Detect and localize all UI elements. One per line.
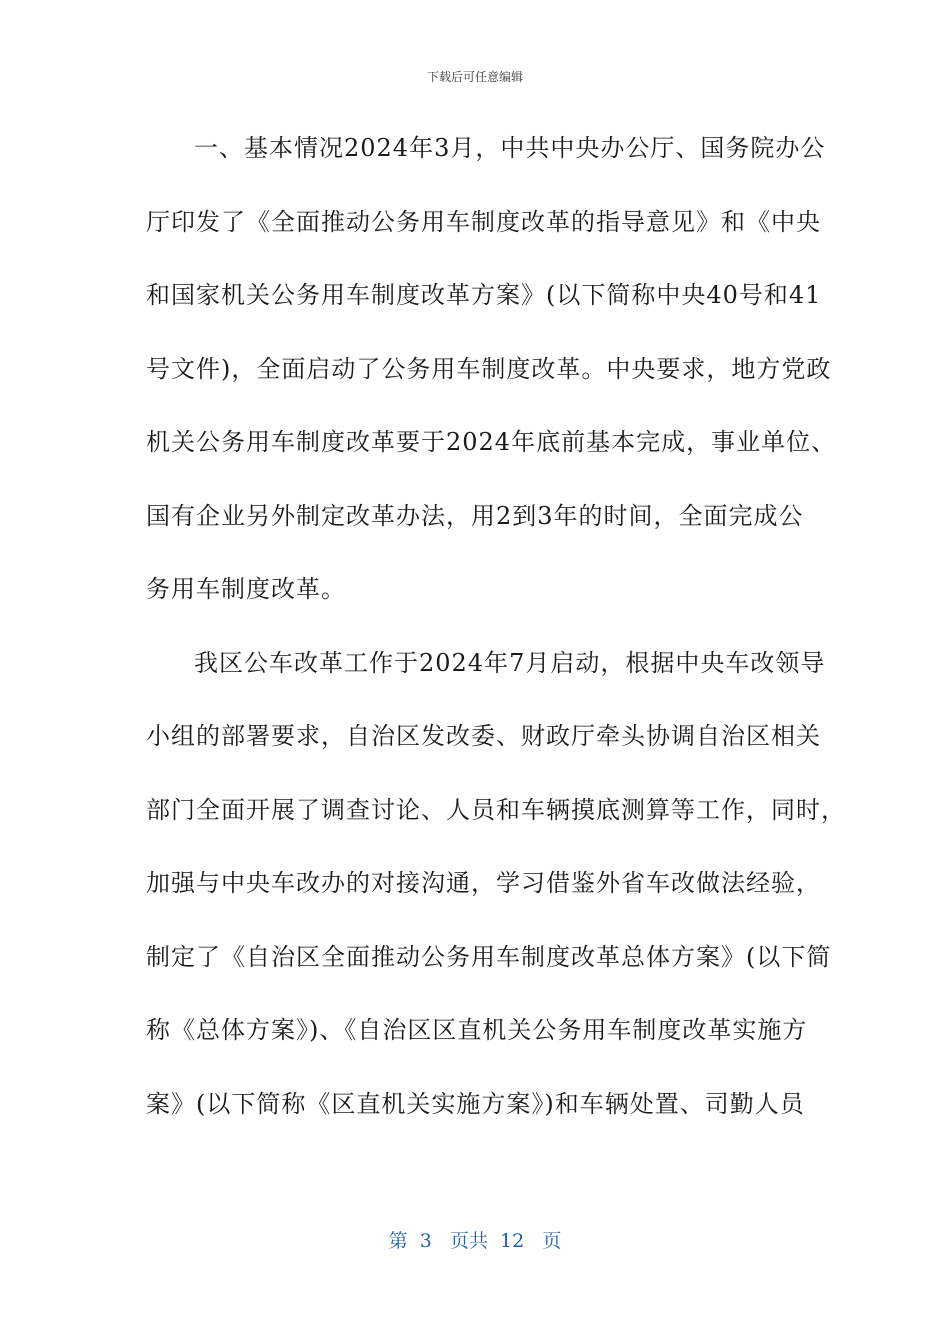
- header-note: 下载后可任意编辑: [426, 70, 523, 84]
- paragraph-line: 称《总体方案》)、《自治区区直机关公务用车制度改革实施方: [146, 1016, 808, 1044]
- paragraph-line: 号文件)，全面启动了公务用车制度改革。中央要求，地方党政: [146, 354, 832, 383]
- paragraph-line: 国有企业另外制定改革办法，用2到3年的时间，全面完成公: [146, 501, 804, 530]
- paragraph-line: 加强与中央车改办的对接沟通，学习借鉴外省车改做法经验，: [146, 869, 821, 897]
- paragraph-line: 厅印发了《全面推动公务用车制度改革的指导意见》和《中央: [146, 207, 821, 236]
- body-text: [146, 124, 846, 1153]
- page-number: 第 3 页共 12 页: [388, 1230, 562, 1252]
- paragraph-line: 我区公车改革工作于2024年7月启动，根据中央车改领导: [194, 648, 826, 677]
- paragraph-line: 务用车制度改革。: [146, 575, 346, 603]
- paragraph-line: 制定了《自治区全面推动公务用车制度改革总体方案》(以下简: [146, 942, 832, 971]
- paragraph-line: 部门全面开展了调查讨论、人员和车辆摸底测算等工作，同时，: [146, 795, 846, 824]
- paragraph-line: 一、基本情况2024年3月，中共中央办公厅、国务院办公: [194, 134, 826, 162]
- paragraph-line: 小组的部署要求，自治区发改委、财政厅牵头协调自治区相关: [146, 722, 821, 750]
- paragraph-line: 机关公务用车制度改革要于2024年底前基本完成，事业单位、: [146, 428, 837, 456]
- paragraph-line: 和国家机关公务用车制度改革方案》(以下简称中央40号和41: [146, 281, 822, 309]
- paragraph-line: 案》(以下简称《区直机关实施方案》)和车辆处置、司勤人员: [146, 1089, 805, 1118]
